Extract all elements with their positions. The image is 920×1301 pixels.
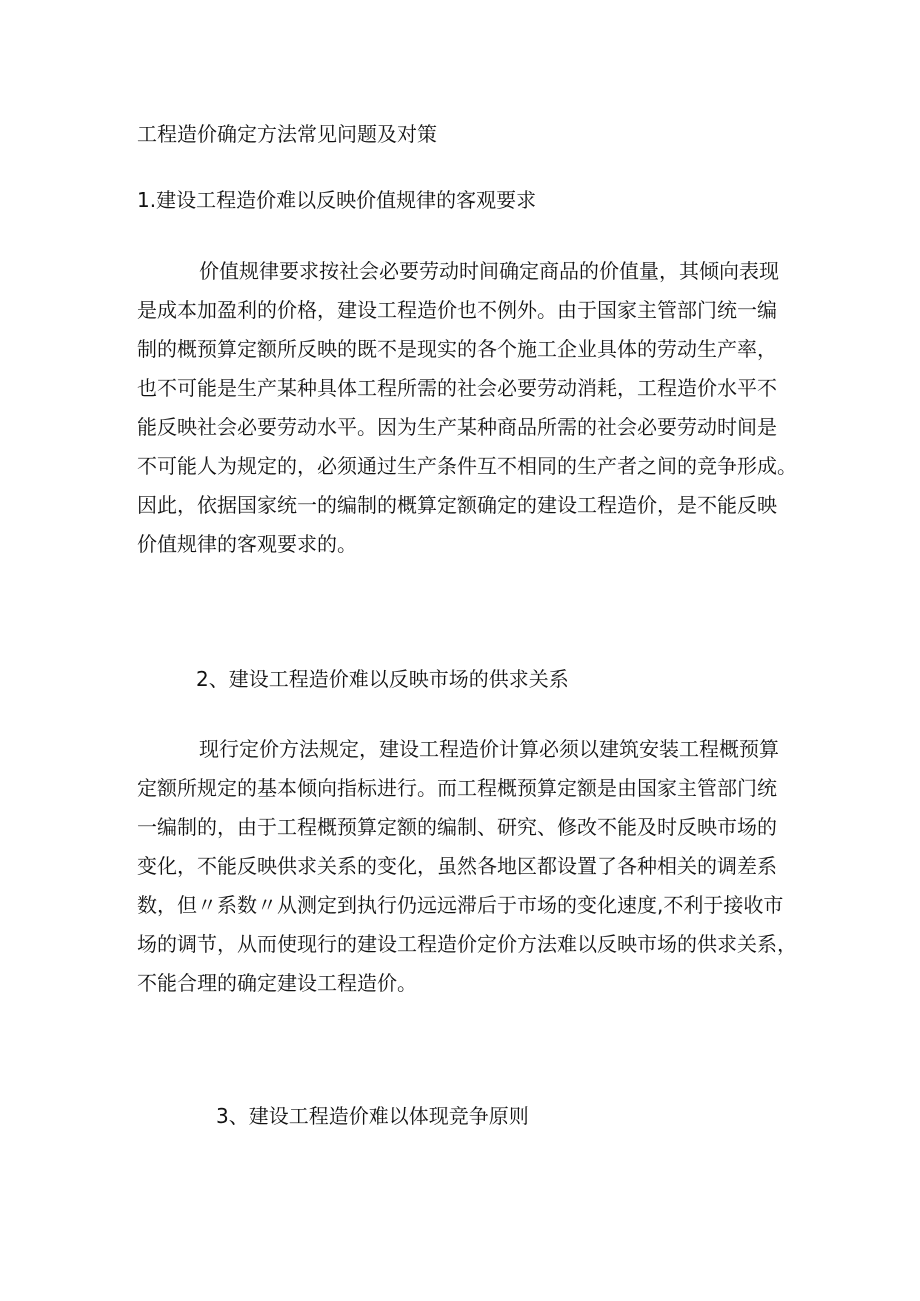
- paragraph-line: 变化，不能反映供求关系的变化，虽然各地区都设置了各种相关的调差系: [137, 854, 777, 878]
- section-3-heading: 3、建设工程造价难以体现竞争原则: [216, 1104, 529, 1128]
- section-2-heading: 2、建设工程造价难以反映市场的供求关系: [196, 667, 569, 691]
- section-1-heading: 1.建设工程造价难以反映价值规律的客观要求: [137, 188, 537, 212]
- paragraph-line: 场的调节，从而使现行的建设工程造价定价方法难以反映市场的供求关系，: [137, 932, 797, 956]
- paragraph-line: 价值规律要求按社会必要劳动时间确定商品的价值量，其倾向表现: [199, 259, 779, 283]
- paragraph-line: 现行定价方法规定，建设工程造价计算必须以建筑安装工程概预算: [199, 737, 779, 761]
- paragraph-line: 不能合理的确定建设工程造价。: [137, 971, 417, 995]
- paragraph-line: 数，但〃系数〃从测定到执行仍远远滞后于市场的变化速度,不利于接收市: [137, 893, 784, 917]
- section-1-paragraph: [137, 252, 797, 564]
- document-title: 工程造价确定方法常见问题及对策: [137, 122, 437, 146]
- paragraph-line: 也不可能是生产某种具体工程所需的社会必要劳动消耗，工程造价水平不: [137, 376, 777, 400]
- paragraph-line: 一编制的，由于工程概预算定额的编制、研究、修改不能及时反映市场的: [137, 815, 777, 839]
- paragraph-line: 能反映社会必要劳动水平。因为生产某种商品所需的社会必要劳动时间是: [137, 415, 777, 439]
- section-2-paragraph: [137, 730, 797, 1003]
- paragraph-line: 不可能人为规定的，必须通过生产条件互不相同的生产者之间的竞争形成。: [137, 454, 797, 478]
- paragraph-line: 因此，依据国家统一的编制的概算定额确定的建设工程造价，是不能反映: [137, 493, 777, 517]
- paragraph-line: 是成本加盈利的价格，建设工程造价也不例外。由于国家主管部门统一编: [137, 298, 777, 322]
- paragraph-line: 制的概预算定额所反映的既不是现实的各个施工企业具体的劳动生产率，: [137, 337, 777, 361]
- paragraph-line: 价值规律的客观要求的。: [137, 532, 357, 556]
- paragraph-line: 定额所规定的基本倾向指标进行。而工程概预算定额是由国家主管部门统: [137, 776, 777, 800]
